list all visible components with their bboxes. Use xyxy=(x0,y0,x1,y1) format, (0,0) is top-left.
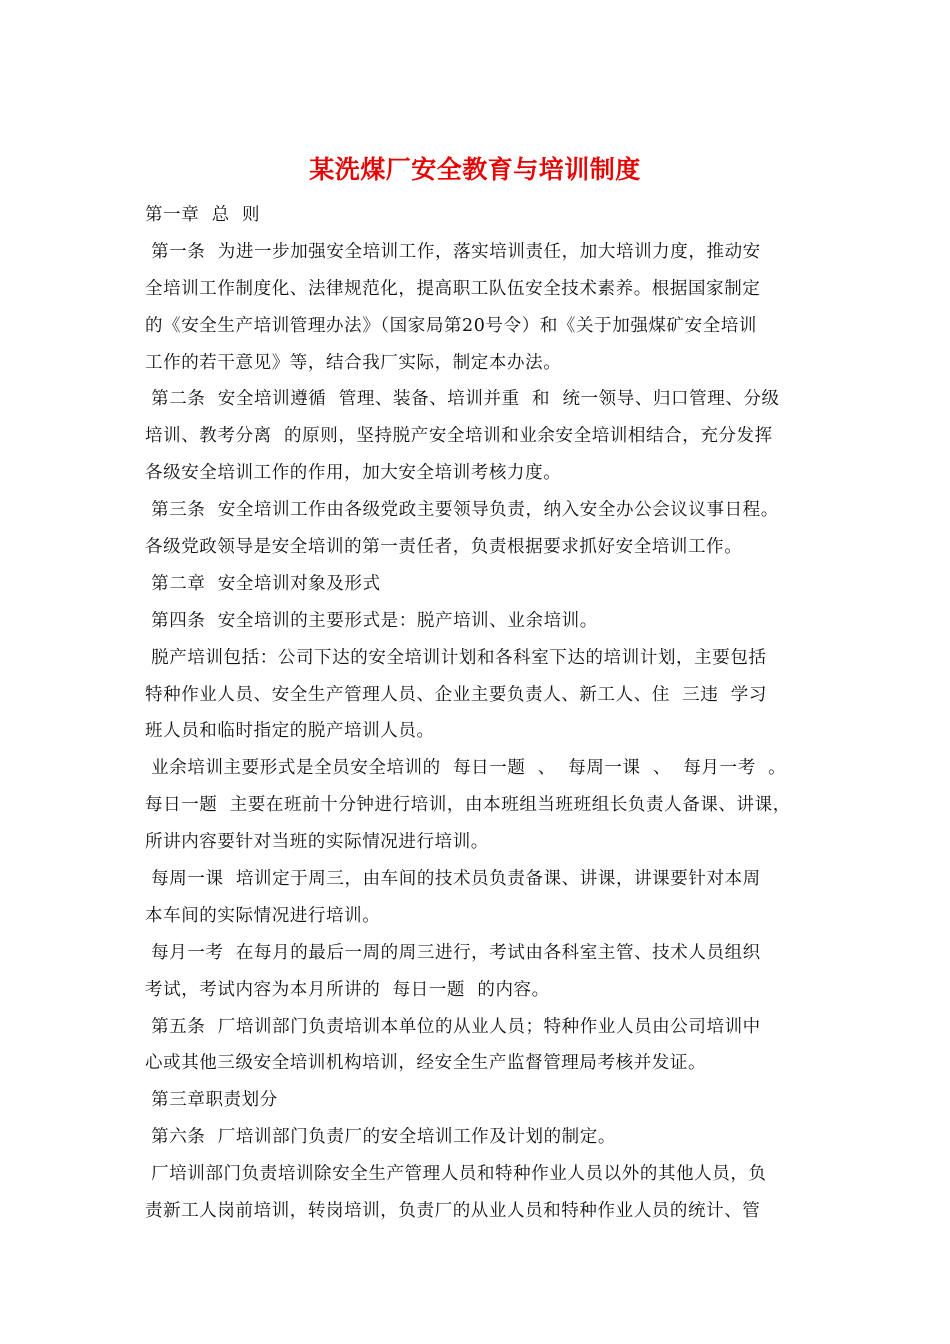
body-line: 全培训工作制度化、法律规范化，提高职工队伍安全技术素养。根据国家制定 xyxy=(145,278,761,299)
body-line: 脱产培训包括：公司下达的安全培训计划和各科室下达的培训计划，主要包括 xyxy=(145,647,767,668)
body-line: 培训、教考分离 的原则，坚持脱产安全培训和业余安全培训相结合，充分发挥 xyxy=(145,426,773,447)
body-line: 工作的若干意见》等，结合我厂实际，制定本办法。 xyxy=(145,352,562,373)
body-line: 业余培训主要形式是全员安全培训的 每日一题 、 每周一课 、 每月一考 。 xyxy=(145,758,787,779)
body-line: 每周一课 培训定于周三，由车间的技术员负责备课、讲课，讲课要针对本周 xyxy=(145,869,761,890)
body-line: 特种作业人员、安全生产管理人员、企业主要负责人、新工人、住 三违 学习 xyxy=(145,684,767,705)
body-line: 第四条 安全培训的主要形式是：脱产培训、业余培训。 xyxy=(145,610,598,631)
body-line: 考试，考试内容为本月所讲的 每日一题 的内容。 xyxy=(145,979,550,1000)
chapter-3-heading: 第三章职责划分 xyxy=(145,1090,278,1111)
body-line: 第二条 安全培训遵循 管理、装备、培训并重 和 统一领导、归口管理、分级 xyxy=(145,389,780,410)
document-body xyxy=(145,197,825,1230)
body-line: 班人员和临时指定的脱产培训人员。 xyxy=(145,721,435,742)
body-line: 每日一题 主要在班前十分钟进行培训，由本班组当班班组长负责人备课、讲课， xyxy=(145,795,791,816)
body-line: 各级党政领导是安全培训的第一责任者，负责根据要求抓好安全培训工作。 xyxy=(145,537,743,558)
body-line: 第一条 为进一步加强安全培训工作，落实培训责任，加大培训力度，推动安 xyxy=(145,241,761,262)
body-line: 各级安全培训工作的作用，加大安全培训考核力度。 xyxy=(145,463,562,484)
body-line: 第三条 安全培训工作由各级党政主要领导负责，纳入安全办公会议议事日程。 xyxy=(145,500,779,521)
document-title: 某洗煤厂安全教育与培训制度 xyxy=(309,155,641,184)
body-line: 厂培训部门负责培训除安全生产管理人员和特种作业人员以外的其他人员，负 xyxy=(145,1164,767,1185)
chapter-1-heading: 第一章 总 则 xyxy=(145,205,261,225)
body-line: 责新工人岗前培训，转岗培训，负责厂的从业人员和特种作业人员的统计、管 xyxy=(145,1201,761,1222)
body-line: 第五条 厂培训部门负责培训本单位的从业人员；特种作业人员由公司培训中 xyxy=(145,1016,761,1037)
body-line: 心或其他三级安全培训机构培训，经安全生产监督管理局考核并发证。 xyxy=(145,1053,707,1074)
body-line: 每月一考 在每月的最后一周的周三进行，考试由各科室主管、技术人员组织 xyxy=(145,942,761,963)
body-line: 的《安全生产培训管理办法》（国家局第20号令）和《关于加强煤矿安全培训 xyxy=(145,315,758,336)
body-line: 第六条 厂培训部门负责厂的安全培训工作及计划的制定。 xyxy=(145,1127,616,1148)
chapter-2-heading: 第二章 安全培训对象及形式 xyxy=(145,573,381,594)
body-line: 本车间的实际情况进行培训。 xyxy=(145,905,381,926)
body-line: 所讲内容要针对当班的实际情况进行培训。 xyxy=(145,832,489,853)
